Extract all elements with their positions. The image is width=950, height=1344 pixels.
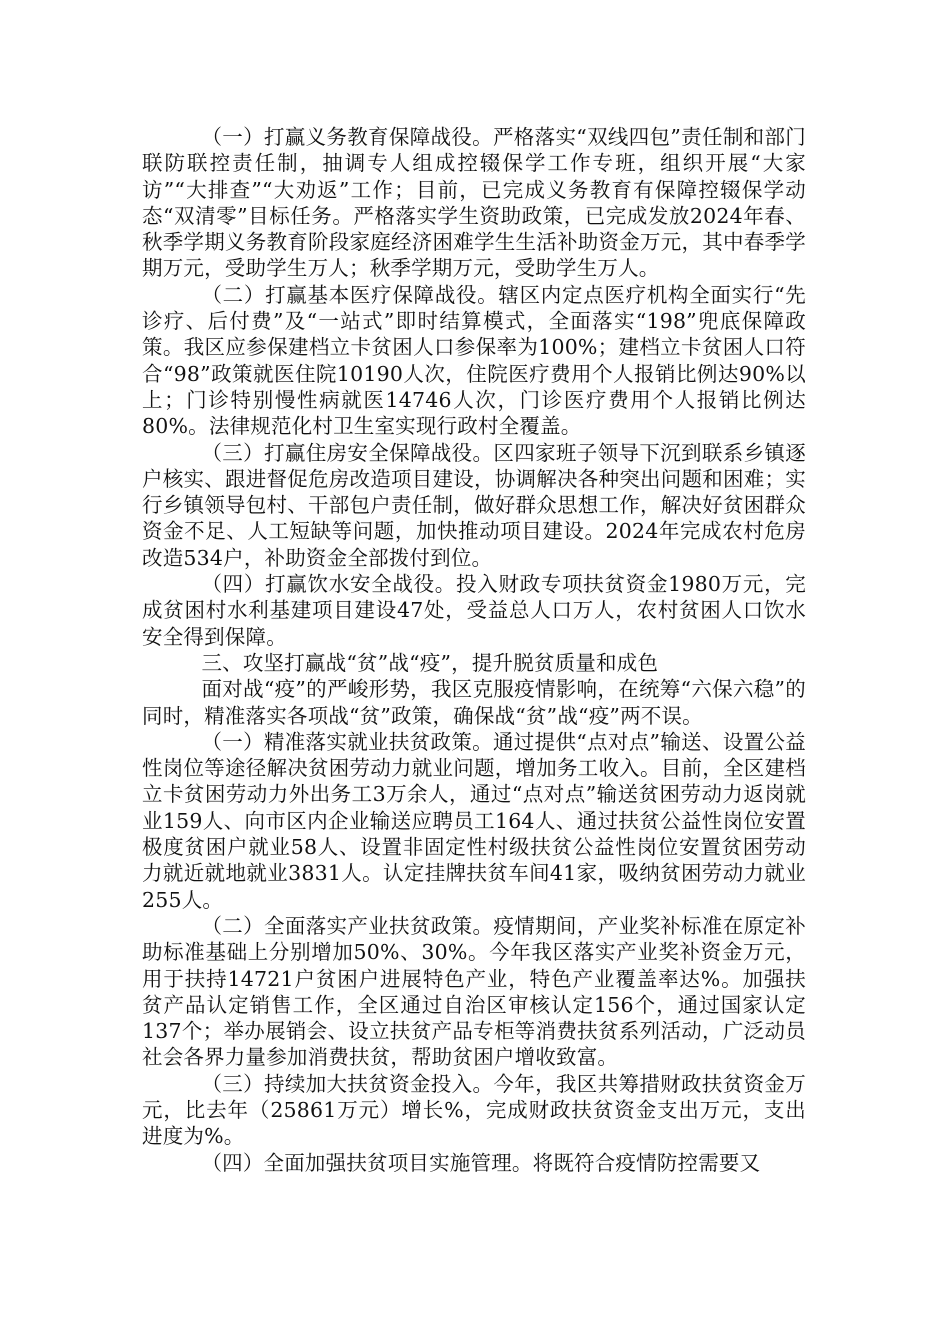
paragraph-project-management: （四）全面加强扶贫项目实施管理。将既符合疫情防控需要又 bbox=[201, 1150, 761, 1175]
paragraph-water: （四）打赢饮水安全战役。投入财政专项扶贫资金1980万元，完成贫困村水利基建项目建设47处，受益总人口万人，农村贫困人口饮水安全得到保障。 bbox=[142, 572, 806, 649]
paragraph-education: （一）打赢义务教育保障战役。严格落实“双线四包”责任制和部门联防联控责任制，抽调专人组成控辍保学工作专班，组织开展“大家访”“大排查”“大劝返”工作；目前，已完成义务教育有保障控辍保学动态“双清零”目标任务。严格落实学生资助政策，已完成发放2024年春、秋季学期义务教育阶段家庭经济困难学生生活补助资金万元，其中春季学期万元，受助学生万人；秋季学期万元，受助学生万人。 bbox=[142, 125, 806, 281]
paragraph-industry: （二）全面落实产业扶贫政策。疫情期间，产业奖补标准在原定补助标准基础上分别增加50%、30%。今年我区落实产业奖补资金万元，用于扶持14721户贫困户进展特色产业，特色产业覆盖率达%。加强扶贫产品认定销售工作，全区通过自治区审核认定156个，通过国家认定137个；举办展销会、设立扶贫产品专柜等消费扶贫系列活动，广泛动员社会各界力量参加消费扶贫，帮助贫困户增收致富。 bbox=[142, 913, 806, 1070]
paragraph-housing: （三）打赢住房安全保障战役。区四家班子领导下沉到联系乡镇逐户核实、跟进督促危房改造项目建设，协调解决各种突出问题和困难；实行乡镇领导包村、干部包户责任制，做好群众思想工作，解决好贫困群众资金不足、人工短缺等问题，加快推动项目建设。2024年完成农村危房改造534户，补助资金全部拨付到位。 bbox=[142, 440, 806, 570]
paragraph-medical: （二）打赢基本医疗保障战役。辖区内定点医疗机构全面实行“先诊疗、后付费”及“一站式”即时结算模式，全面落实“198”兜底保障政策。我区应参保建档立卡贫困人口参保率为100%；建档立卡贫困人口符合“98”政策就医住院10190人次，住院医疗费用个人报销比例达90%以上；门诊特别慢性病就医14746人次，门诊医疗费用个人报销比例达80%。法律规范化村卫生室实现行政村全覆盖。 bbox=[142, 282, 806, 439]
document-body bbox=[142, 124, 806, 1176]
paragraph-intro: 面对战“疫”的严峻形势，我区克服疫情影响，在统筹“六保六稳”的同时，精准落实各项战“贫”政策，确保战“贫”战“疫”两不误。 bbox=[142, 677, 806, 728]
section-heading-3: 三、攻坚打赢战“贫”战“疫”，提升脱贫质量和成色 bbox=[201, 650, 659, 675]
paragraph-funding: （三）持续加大扶贫资金投入。今年，我区共筹措财政扶贫资金万元，比去年（25861万元）增长%，完成财政扶贫资金支出万元，支出进度为%。 bbox=[142, 1071, 806, 1149]
paragraph-employment: （一）精准落实就业扶贫政策。通过提供“点对点”输送、设置公益性岗位等途径解决贫困劳动力就业问题，增加务工收入。目前，全区建档立卡贫困劳动力外出务工3万余人，通过“点对点”输送贫困劳动力返岗就业159人、向市区内企业输送应聘员工164人、通过扶贫公益性岗位安置极度贫困户就业58人、设置非固定性村级扶贫公益性岗位安置贫困劳动力就近就地就业3831人。认定挂牌扶贫车间41家，吸纳贫困劳动力就业255人。 bbox=[142, 729, 806, 912]
